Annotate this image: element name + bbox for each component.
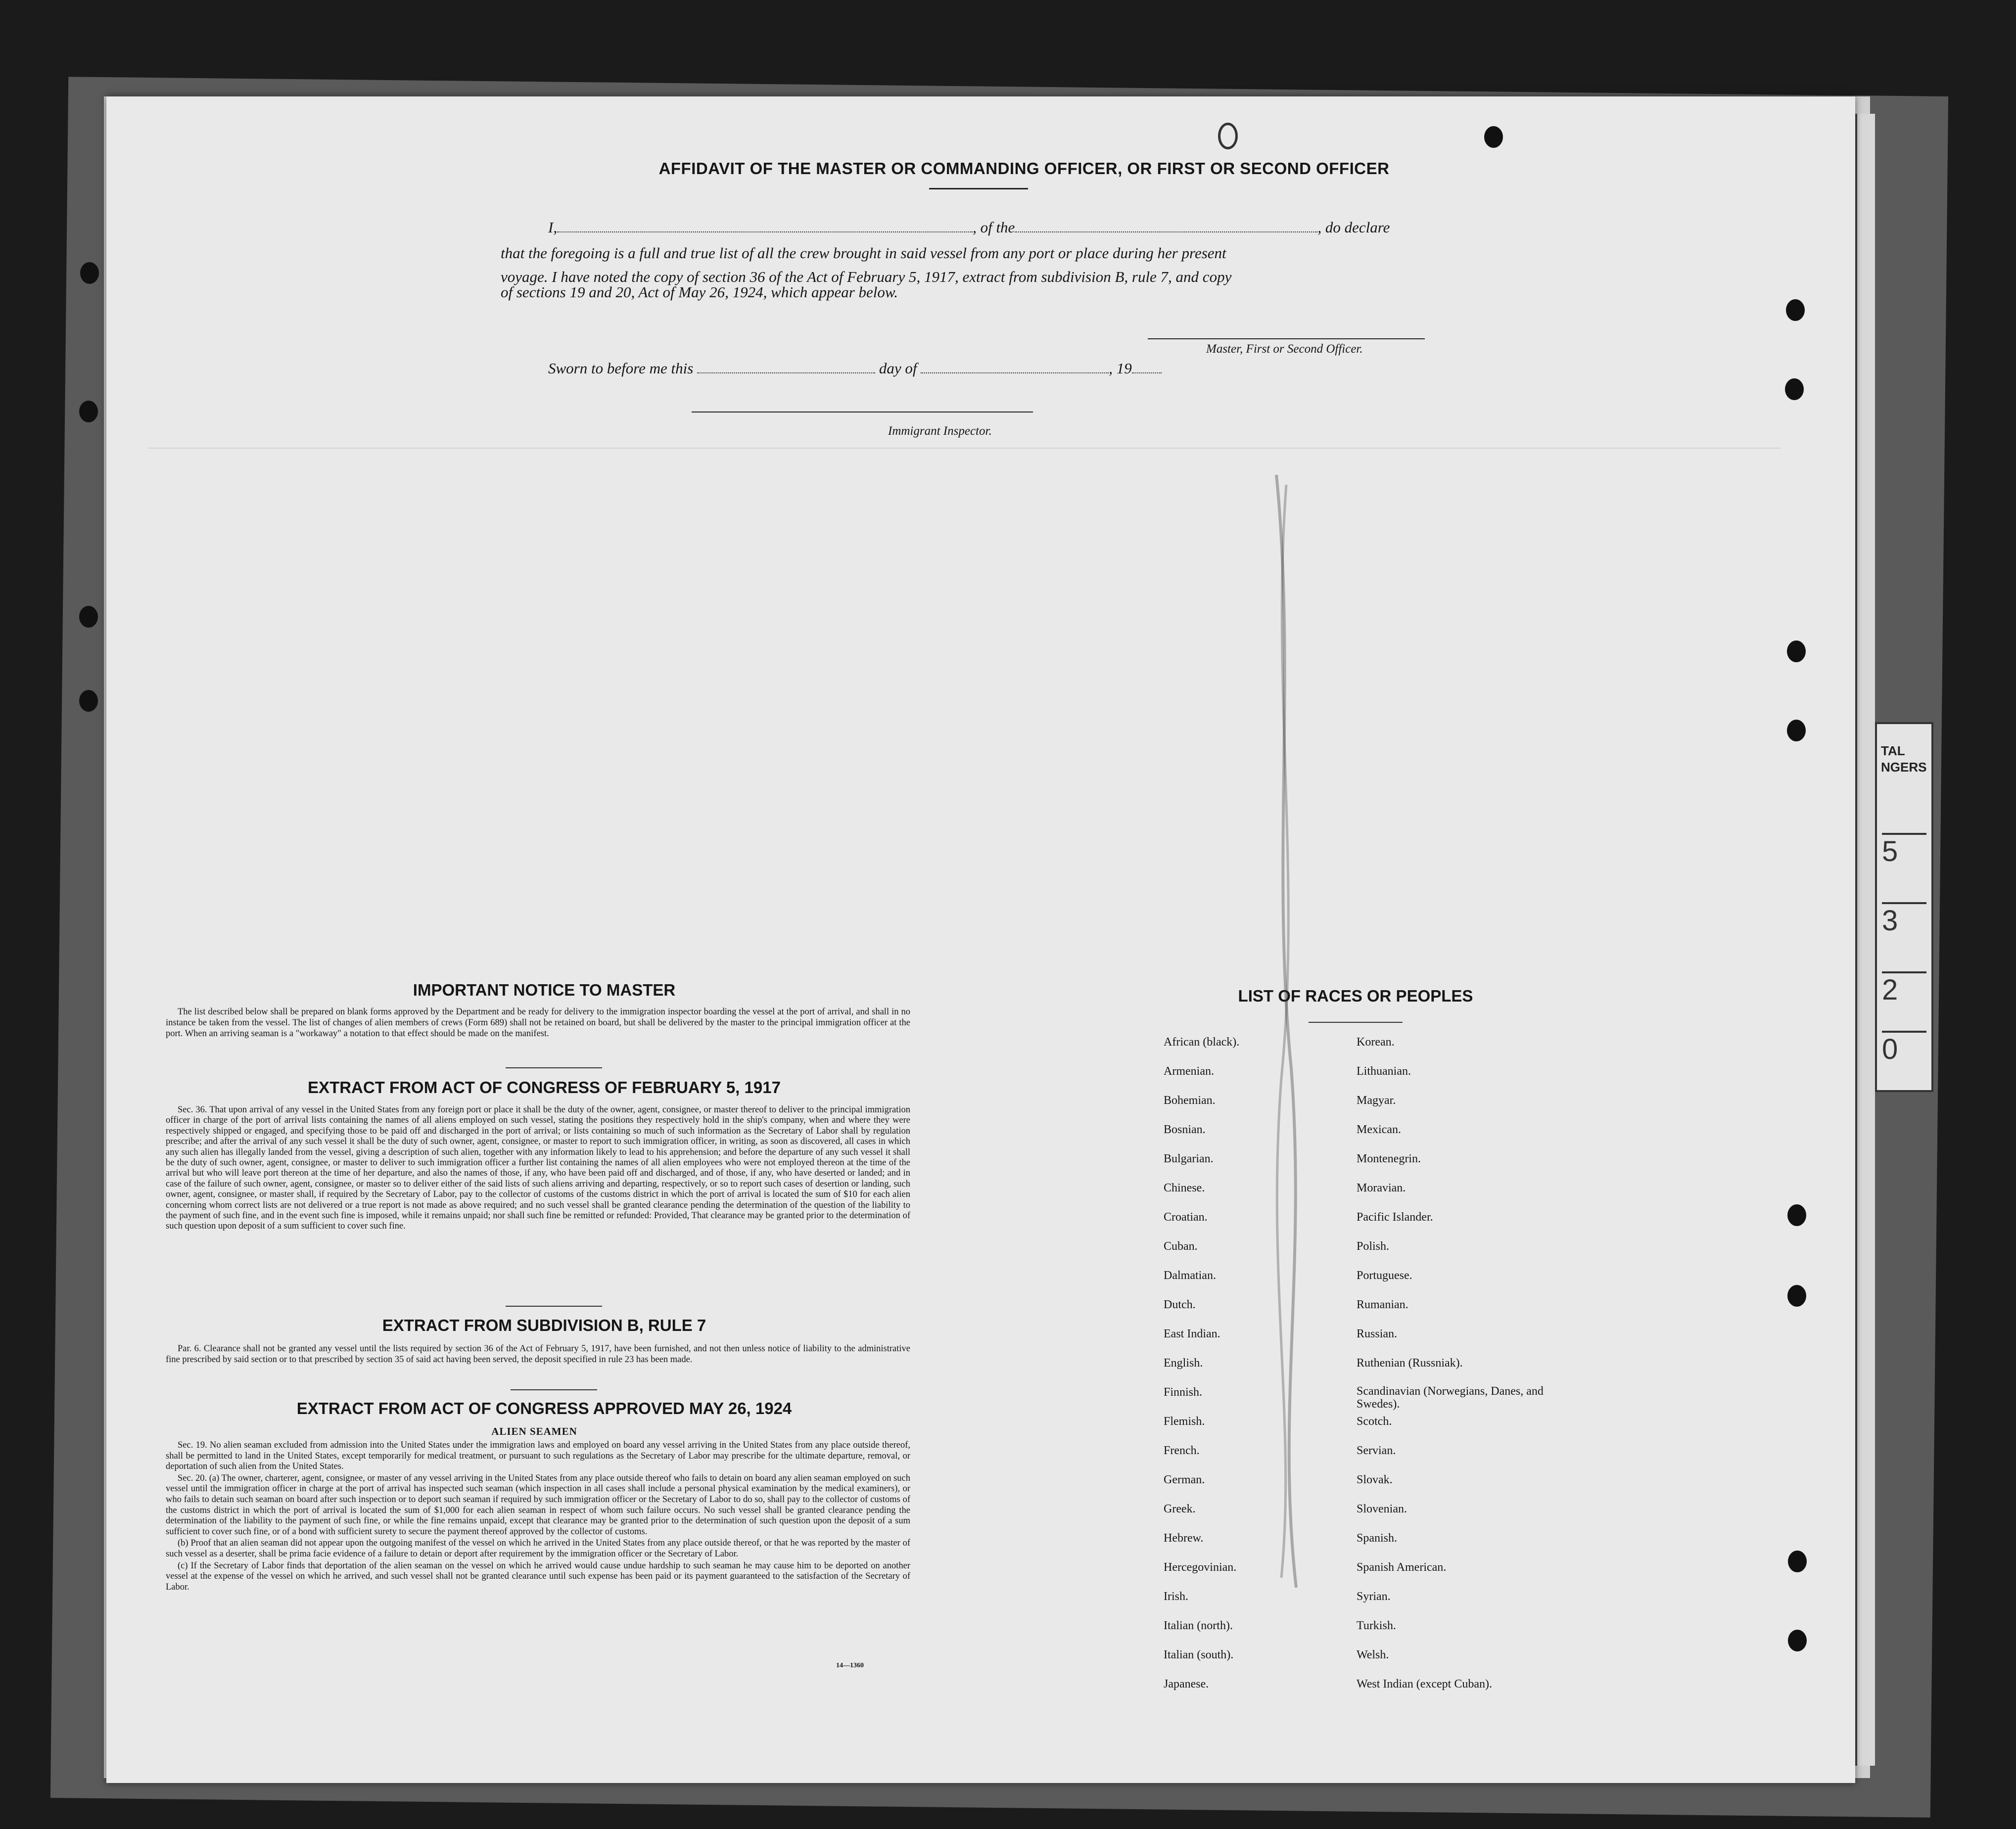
affidavit-line-4: of sections 19 and 20, Act of May 26, 1924, which appear below. bbox=[501, 283, 898, 301]
race-item: Welsh. bbox=[1357, 1648, 1389, 1661]
race-item: Hercegovinian. bbox=[1164, 1561, 1237, 1574]
affidavit-line-1 bbox=[548, 219, 1390, 236]
race-item: Polish. bbox=[1357, 1240, 1390, 1253]
race-item: Portuguese. bbox=[1357, 1269, 1412, 1282]
race-item: Moravian. bbox=[1357, 1182, 1406, 1194]
rule-7-body bbox=[166, 1343, 910, 1366]
sworn-line bbox=[548, 360, 1162, 377]
divider bbox=[929, 188, 1028, 189]
punch-hole bbox=[79, 606, 98, 628]
pencil-check-marks bbox=[1266, 475, 1311, 1588]
race-item: Armenian. bbox=[1164, 1065, 1214, 1078]
year-blank[interactable] bbox=[1132, 372, 1162, 373]
race-item: Slovenian. bbox=[1357, 1503, 1407, 1515]
punch-hole bbox=[1787, 720, 1806, 741]
punch-hole bbox=[1785, 378, 1804, 400]
affidavit-title: AFFIDAVIT OF THE MASTER OR COMMANDING OFFICER, OR FIRST OR SECOND OFFICER bbox=[658, 159, 1390, 178]
race-item: West Indian (except Cuban). bbox=[1357, 1678, 1492, 1691]
notice-title: IMPORTANT NOTICE TO MASTER bbox=[413, 981, 676, 999]
race-item: Ruthenian (Russniak). bbox=[1357, 1357, 1463, 1370]
affidavit-declare: , do declare bbox=[1317, 219, 1390, 236]
race-item: Dalmatian. bbox=[1164, 1269, 1216, 1282]
punch-hole bbox=[80, 262, 99, 284]
race-item: Spanish. bbox=[1357, 1532, 1398, 1545]
divider bbox=[1309, 1022, 1403, 1023]
day-of-text: day of bbox=[879, 360, 917, 377]
race-item: Chinese. bbox=[1164, 1182, 1205, 1194]
race-item: Scandinavian (Norwegians, Danes, and Swedes). bbox=[1357, 1385, 1544, 1411]
rule-7-paragraph: Par. 6. Clearance shall not be granted any vessel until the lists required by section 36 of the Act of February 5, 1917, have been furnished, and not then unless notice of liability to the administrative fine prescribed by said section or to that prescribed by section 35 of said act having been served, the deposit specified in rule 23 has been made. bbox=[166, 1344, 910, 1365]
punch-hole bbox=[79, 401, 98, 422]
race-item: Turkish. bbox=[1357, 1619, 1396, 1632]
bleed-through-texture bbox=[148, 448, 1781, 449]
extract-1924-title: EXTRACT FROM ACT OF CONGRESS APPROVED MAY 26, 1924 bbox=[296, 1399, 792, 1417]
form-number: 14—1360 bbox=[836, 1662, 864, 1669]
races-right-column bbox=[1357, 1035, 1545, 1706]
punch-hole bbox=[1787, 1204, 1806, 1226]
alien-seamen-subtitle: ALIEN SEAMEN bbox=[491, 1425, 577, 1437]
affidavit-line-2: that the foregoing is a full and true list of all the crew brought in said vessel from any port or place during her present bbox=[501, 244, 1226, 262]
race-item: Dutch. bbox=[1164, 1298, 1196, 1311]
race-item: Italian (south). bbox=[1164, 1648, 1234, 1661]
race-item: Montenegrin. bbox=[1357, 1152, 1421, 1165]
race-item: Syrian. bbox=[1357, 1590, 1391, 1603]
punch-hole bbox=[1788, 1551, 1807, 1572]
master-signature-line[interactable] bbox=[1148, 338, 1425, 339]
races-left-column bbox=[1164, 1035, 1239, 1706]
tab-entry: 2 bbox=[1882, 971, 1926, 1021]
total-passengers-tab bbox=[1875, 722, 1933, 1092]
race-item: Japanese. bbox=[1164, 1678, 1209, 1691]
sec-20a-paragraph: Sec. 20. (a) The owner, charterer, agent, consignee, or master of any vessel arriving in the United States from any place outside thereof who fails to detain on board any alien seaman employed on such vessel until the immigration officer in charge at the port of arrival has inspected such seaman (which inspection in all cases shall include a personal physical examination by the medical examiners), or who fails to detain such seaman on board after such inspection or to deport such seaman if required by such immigration officer or the Secretary of Labor to do so, shall pay to the collector of customs of the customs district in which the port of arrival is located the sum of $1,000 for each alien seaman in respect of whom such failure occurs. No such vessel shall be granted clearance pending the determination of the liability to the payment of such fine, or while the fine remains unpaid, except that clearance may be granted prior to the determination of such question upon the deposit of a sum sufficient to cover such fine, or of a bond with sufficient surety to secure the payment thereof approved by the collector of customs. bbox=[166, 1473, 910, 1537]
extract-1924-body bbox=[166, 1440, 910, 1594]
divider bbox=[511, 1389, 597, 1390]
race-item: Bulgarian. bbox=[1164, 1152, 1214, 1165]
race-item: Bosnian. bbox=[1164, 1123, 1206, 1136]
race-item: Hebrew. bbox=[1164, 1532, 1204, 1545]
race-item: Mexican. bbox=[1357, 1123, 1401, 1136]
race-item: Irish. bbox=[1164, 1590, 1188, 1603]
race-item: African (black). bbox=[1164, 1036, 1240, 1049]
race-item: Finnish. bbox=[1164, 1386, 1203, 1399]
extract-1917-title: EXTRACT FROM ACT OF CONGRESS OF FEBRUARY 5, 1917 bbox=[308, 1078, 781, 1097]
punch-hole bbox=[1788, 1630, 1807, 1651]
race-item: Rumanian. bbox=[1357, 1298, 1408, 1311]
name-blank[interactable] bbox=[557, 231, 973, 232]
affidavit-of-the: , of the bbox=[973, 219, 1015, 236]
sec-19-paragraph: Sec. 19. No alien seaman excluded from admission into the United States under the immigration laws and employed on board any vessel arriving in the United States from any place outside thereof, shall be permitted to land in the United States, except temporarily for medical treatment, or pursuant to such regulations as the Secretary of Labor may prescribe for the ultimate departure, removal, or deportation of such alien from the United States. bbox=[166, 1440, 910, 1472]
race-item: Korean. bbox=[1357, 1036, 1395, 1049]
race-item: French. bbox=[1164, 1444, 1200, 1457]
punch-hole bbox=[1218, 123, 1238, 149]
race-item: Scotch. bbox=[1357, 1415, 1392, 1428]
sec-20b-paragraph: (b) Proof that an alien seaman did not appear upon the outgoing manifest of the vessel on which he arrived in the United States from any place outside thereof, or that he was reported by the master of such vessel as a deserter, shall be prima facie evidence of a failure to detain or deport after requirement by the immigration officer or the Secretary of Labor. bbox=[166, 1538, 910, 1559]
notice-paragraph: The list described below shall be prepared on blank forms approved by the Department and be ready for delivery to the immigration inspector boarding the vessel at the port of arrival, and shall in no instance be taken from the vessel. The list of changes of alien members of crews (Form 689) shall not be retained on board, but shall be delivered by the master to the principal immigration officer at the port. When an arriving seaman is a "workaway" a notation to that effect should be made on the manifest. bbox=[166, 1007, 910, 1039]
race-item: East Indian. bbox=[1164, 1327, 1220, 1340]
year-text: , 19 bbox=[1109, 360, 1132, 377]
divider bbox=[506, 1306, 602, 1307]
race-item: Servian. bbox=[1357, 1444, 1396, 1457]
sec-20c-paragraph: (c) If the Secretary of Labor finds that deportation of the alien seaman on the vessel on which he arrived would cause undue hardship to such seaman he may cause him to be deported on another vessel at the expense of the vessel on which he arrived, and such vessel shall not be granted clearance until such expense has been paid or its payment guaranteed to the satisfaction of the Secretary of Labor. bbox=[166, 1560, 910, 1592]
tab-title: TAL NGERS bbox=[1881, 743, 1927, 775]
race-item: Lithuanian. bbox=[1357, 1065, 1411, 1078]
tab-entry: 3 bbox=[1882, 902, 1926, 952]
sworn-month-blank[interactable] bbox=[921, 372, 1109, 373]
races-title: LIST OF RACES OR PEOPLES bbox=[1238, 987, 1473, 1005]
punch-hole bbox=[1786, 299, 1805, 321]
race-item: Pacific Islander. bbox=[1357, 1211, 1433, 1224]
vessel-blank[interactable] bbox=[1015, 231, 1317, 232]
punch-hole bbox=[79, 690, 98, 712]
punch-hole bbox=[1787, 1285, 1806, 1307]
sec-36-paragraph: Sec. 36. That upon arrival of any vessel in the United States from any foreign port or place it shall be the duty of the owner, agent, consignee, or master thereof to deliver to the principal immigration officer in charge of the port of arrival lists containing the names of all aliens employed on such vessel, stating the positions they respectively hold in the ship's company, when and where they were respectively shipped or engaged, and specifying those to be paid off and discharged in the port of arrival; or lists containing so much of such information as the Secretary of Labor shall by regulation prescribe; and after the arrival of any such vessel it shall be the duty of such owner, agent, consignee, or master to report to such immigration officer, in writing, as soon as discovered, all cases in which any such alien has illegally landed from the vessel, giving a description of such alien, together with any information likely to lead to his apprehension; and before the departure of any such vessel it shall be the duty of such owner, agent, consignee, or master to deliver to such immigration officer a further list containing the names of all alien employees who were not employed thereon at the time of the arrival but who will leave port thereon at the time of her departure, and also the names of those, if any, who have been paid off and discharged, and of those, if any, who have deserted or landed; and in case of the failure of such owner, agent, consignee, or master so to deliver either of the said lists of such aliens arriving and departing, respectively, or so to report such cases of desertion or landing, such owner, agent, consignee, or master shall, if required by the Secretary of Labor, pay to the collector of customs of the customs district in which the port of arrival is located the sum of $10 for each alien concerning whom correct lists are not delivered or a true report is not made as above required; and no such vessel shall be granted clearance pending the determination of the question of the liability to the payment of such fine, and in the event such fine is imposed, while it remains unpaid; nor shall such fine be remitted or refunded: Provided, That clearance may be granted prior to the determination of such question upon deposit of a sum sufficient to cover such fine. bbox=[166, 1105, 910, 1232]
notice-body bbox=[166, 1006, 910, 1040]
race-item: Spanish American. bbox=[1357, 1561, 1447, 1574]
race-item: Flemish. bbox=[1164, 1415, 1205, 1428]
affidavit-i: I, bbox=[548, 219, 558, 236]
affidavit-line-3: voyage. I have noted the copy of section 36 of the Act of February 5, 1917, extract from subdivision B, rule 7, and copy bbox=[501, 268, 1232, 285]
tab-entry: 5 bbox=[1882, 833, 1926, 882]
race-item: Slovak. bbox=[1357, 1473, 1393, 1486]
rule-7-title: EXTRACT FROM SUBDIVISION B, RULE 7 bbox=[382, 1316, 706, 1334]
race-item: Cuban. bbox=[1164, 1240, 1198, 1253]
race-item: Croatian. bbox=[1164, 1211, 1208, 1224]
punch-hole bbox=[1484, 126, 1503, 148]
extract-1917-body bbox=[166, 1105, 910, 1233]
inspector-signature-label: Immigrant Inspector. bbox=[888, 424, 992, 438]
divider bbox=[506, 1067, 602, 1068]
sworn-text: Sworn to before me this bbox=[548, 360, 694, 377]
punch-hole bbox=[1787, 640, 1806, 662]
master-signature-label: Master, First or Second Officer. bbox=[1206, 342, 1363, 356]
sworn-day-blank[interactable] bbox=[697, 372, 875, 373]
tab-entry: 0 bbox=[1882, 1031, 1926, 1077]
race-item: Italian (north). bbox=[1164, 1619, 1233, 1632]
race-item: Russian. bbox=[1357, 1327, 1398, 1340]
race-item: German. bbox=[1164, 1473, 1205, 1486]
race-item: Greek. bbox=[1164, 1503, 1196, 1515]
race-item: Magyar. bbox=[1357, 1094, 1396, 1107]
race-item: Bohemian. bbox=[1164, 1094, 1216, 1107]
race-item: English. bbox=[1164, 1357, 1203, 1370]
page-edge bbox=[1855, 114, 1875, 1766]
